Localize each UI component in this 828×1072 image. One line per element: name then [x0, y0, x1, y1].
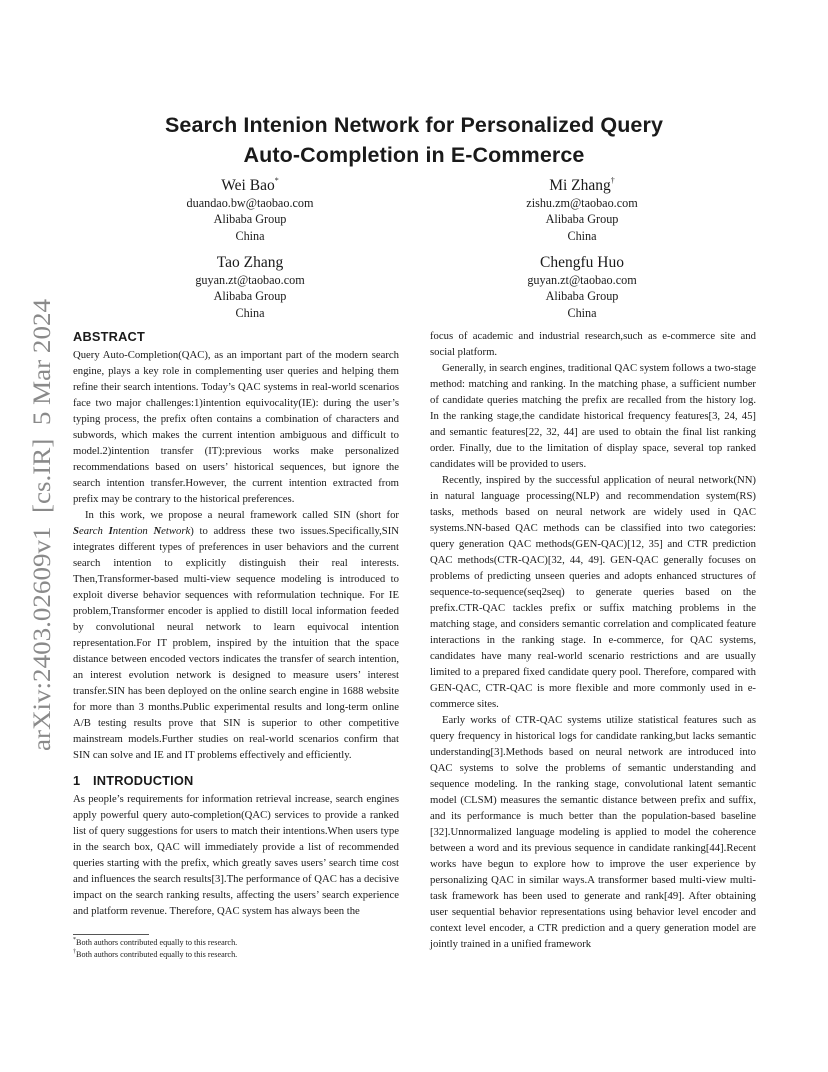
introduction-heading: [73, 772, 399, 790]
intro-paragraph: Generally, in search engines, traditional QAC system follows a two-stage method: matching and ranking. In the matching phase, a sufficient number of candidate queries matching the prefix are recalled from the history log. In the ranking stage,the candidate historical frequency features[3, 24, 45] and semantic features[22, 32, 44] are used to obtain the final list ranking order. Finally, due to the limitation of display space, several top ranked candidates will be provided to users.: [430, 362, 756, 470]
author-email: guyan.zt@taobao.com: [195, 273, 305, 287]
author-affiliation: Alibaba Group: [545, 289, 619, 304]
author-email: guyan.zt@taobao.com: [527, 273, 637, 287]
arxiv-stamp: [14, 295, 64, 755]
author-name: Chengfu Huo: [540, 254, 624, 271]
footnote: †Both authors contributed equally to this research.: [73, 948, 238, 959]
author-affiliation: Alibaba Group: [213, 289, 287, 304]
section-number: 1: [73, 773, 81, 788]
author-mark: †: [610, 176, 615, 185]
abstract-heading: ABSTRACT: [73, 329, 145, 344]
abstract-paragraph: In this work, we propose a neural framework called SIN (short for Search Intention Network) to address these two issues.Specifically,SIN integrates different types of preferences in user behaviors and the current search intention to explicitly distinguish their real interests. Then,Transformer-based multi-view sequence modeling is introduced to exploit diverse behavior sequences with reformulation technique. For IE problem,Transformer encoder is applied to distill local information feeded by convolutional neural network to learn equivocal intention representation.For IT problem, inspired by the intuition that the space distance between encoded vectors indicates the transfer of search intention, an interest evolution network is designed to measure users’ interest transfer.SIN has been deployed on the online search engine in 1688 website for more than 3 months.Public experimental results and long-term online A/B testing results prove that SIN is superior to other competitive mainstream models.Further studies on real-world scenarios confirm that SIN can solve and IE and IT problems effectively and efficiently.: [73, 509, 399, 761]
author-country: China: [567, 305, 597, 320]
author-block: [150, 176, 350, 244]
section-title: INTRODUCTION: [93, 773, 194, 788]
author-block: [150, 253, 350, 321]
arxiv-stamp-text: arXiv:2403.02609v1 [cs.IR] 5 Mar 2024: [27, 324, 56, 751]
author-mark: *: [274, 176, 279, 185]
author-block: [482, 253, 682, 321]
author-country: China: [235, 228, 265, 243]
paper-title: [110, 110, 718, 170]
author-country: China: [235, 305, 265, 320]
author-email: zishu.zm@taobao.com: [526, 196, 638, 210]
intro-paragraph: Recently, inspired by the successful application of neural network(NN) in natural language processing(NLP) and recommendation system(RS) tasks, methods based on neural network are widely used in QAC systems.NN-based QAC methods can be classified into two categories: query generation QAC methods(GEN-QAC)[12, 35] and CTR prediction QAC methods(CTR-QAC)[32, 44, 49]. GEN-QAC generally focuses on problems of predicting unseen queries and adopts enhanced structures of sequence-to-sequence(seq2seq) to generate queries based on the prefix.CTR-QAC tackles prefix or suffix matching problems in the matching stage, and considers semantic correlation and complicated feature interactions in the ranking stage. In e-commerce, for QAC systems, candidates have many real-world scenario restrictions and are usually limited to a prepared fixed candidate query pool. Therefore, compared with GEN-QAC, CTR-QAC is more flexible and more commonly used in e-commerce sites.: [430, 474, 756, 710]
author-affiliation: Alibaba Group: [545, 212, 619, 227]
footnotes: [73, 937, 399, 960]
footnote: *Both authors contributed equally to this research.: [73, 937, 238, 947]
author-affiliation: Alibaba Group: [213, 212, 287, 227]
author-email: duandao.bw@taobao.com: [186, 196, 314, 210]
intro-paragraph: Early works of CTR-QAC systems utilize statistical features such as query frequency in historical logs for candidate ranking,but lacks semantic understanding[3].Methods based on neural network are introduced into QAC systems to solve the problems of semantic understanding and sequence modeling. In the ranking stage, convolutional latent semantic model (CLSM) measures the semantic distance between prefix and suffix, and its performance is much better than the population-based baseline [32].Unnormalized language modeling is applied to model the coherence between a word and its previous sequence in candidate ranking[44].Recent works have begun to explore how to improve the user experience by personalizing QAC in similar ways.A transformer based multi-view multi-task framework has been used to generate and rank[49]. After obtaining user sequential behavior representations using behavior level encoder and context level encoder, a CTR prediction and a query generation model are jointly trained in a unified framework: [430, 714, 756, 950]
intro-paragraph: As people’s requirements for information retrieval increase, search engines apply powerful query auto-completion(QAC) services to provide a ranked list of query suggestions for users to match their intentions.When users type in the search box, QAC will immediately provide a list of recommended queries starting with the prefix, which greatly saves users’ search time cost and influences the search results[3].The performance of QAC has a decisive impact on the search ranking results, affecting the users’ search experience and platform revenue. Therefore, QAC system has always been the: [73, 793, 399, 917]
title-line-1: Search Intenion Network for Personalized Query: [164, 113, 664, 137]
intro-paragraph-continued: focus of academic and industrial research,such as e-commerce site and social platform.: [430, 330, 756, 358]
title-line-2: Auto-Completion in E-Commerce: [243, 143, 585, 167]
author-block: [482, 176, 682, 244]
footnote-divider: [73, 934, 149, 935]
author-name: Tao Zhang: [216, 254, 284, 271]
author-name: Wei Bao*: [221, 176, 279, 194]
author-name: Mi Zhang†: [549, 176, 615, 194]
abstract-paragraph: Query Auto-Completion(QAC), as an important part of the modern search engine, plays a key role in complementing user queries and helping them refine their search intentions. Today’s QAC systems in real-world scenarios face two major challenges:1)intention equivocality(IE): during the user’s typing process, the prefix often contains a combination of characters and subwords, which makes the current intention ambiguous and difficult to model.2)intention transfer (IT):previous works make personalized recommendations based on users’ historical sequences, but ignore the search intention transfer.However, the current intention extracted from prefix may be contrary to the historical preferences.: [73, 349, 399, 505]
author-country: China: [567, 228, 597, 243]
right-column: [430, 328, 756, 952]
left-column: [73, 328, 399, 919]
